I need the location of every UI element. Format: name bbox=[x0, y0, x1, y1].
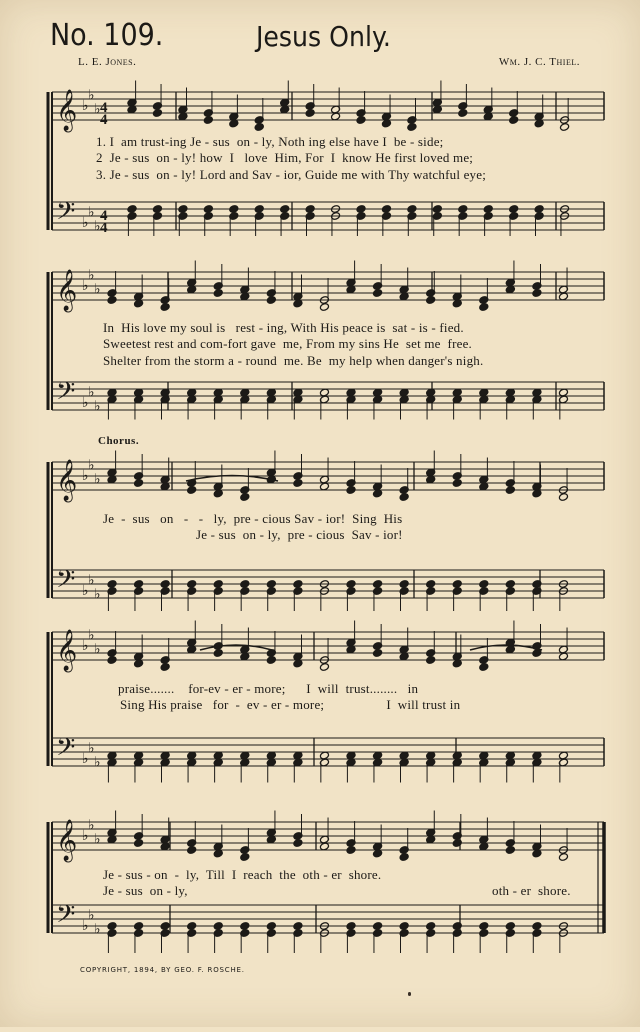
system-3-treble-note bbox=[187, 486, 197, 495]
system-3-bass-note bbox=[160, 580, 170, 589]
chorus-lyric-3-upper: Je - sus on - - ly, pre - cious Sav - ior! Sing His bbox=[103, 511, 403, 526]
chorus-lyric-5-upper: Je - sus - on - ly, Till I reach the oth - er shore. bbox=[103, 867, 382, 882]
system-3-treble-note bbox=[240, 493, 250, 502]
system-3-key-flat: ♭ bbox=[94, 471, 101, 488]
system-4-treble-note bbox=[426, 656, 436, 665]
system-3-treble-note bbox=[293, 479, 303, 488]
system-5-treble-note bbox=[240, 853, 250, 862]
system-5-bass-note bbox=[160, 922, 170, 931]
system-2-treble-note bbox=[532, 289, 542, 298]
lyricist-credit: L. E. Jones. bbox=[78, 56, 137, 68]
system-2-key-flat: ♭ bbox=[88, 267, 95, 284]
system-4-key-flat: ♭ bbox=[88, 740, 95, 757]
time-signature: 4 bbox=[100, 112, 108, 128]
system-1-bass-note bbox=[534, 205, 544, 214]
system-1-bass-note bbox=[407, 205, 417, 214]
system-4-key-flat: ♭ bbox=[88, 627, 95, 644]
system-1-treble-note bbox=[305, 109, 315, 118]
system-3-treble-note bbox=[558, 493, 568, 502]
time-signature: 4 bbox=[100, 100, 108, 116]
time-signature: 4 bbox=[100, 220, 108, 236]
system-1-bass-note bbox=[254, 205, 264, 214]
system-5-bass-note bbox=[187, 922, 197, 931]
system-5-bass-note bbox=[134, 922, 144, 931]
system-5-treble-note bbox=[399, 853, 409, 862]
composer-credit: Wm. J. C. Thiel. bbox=[498, 56, 580, 68]
system-5-treble-note bbox=[346, 846, 356, 855]
system-4-treble-note bbox=[213, 649, 223, 658]
system-1-treble-note bbox=[509, 116, 519, 125]
system-4-key-flat: ♭ bbox=[94, 641, 101, 658]
verse-2-line-1: 2 Je - sus on - ly! how I love Him, For I know He first loved me; bbox=[96, 150, 474, 165]
system-1-bass-note bbox=[432, 205, 442, 214]
system-3-key-flat: ♭ bbox=[88, 457, 95, 474]
system-3-bass-note bbox=[399, 580, 409, 589]
system-1-key-flat: ♭ bbox=[94, 218, 101, 235]
verse-3-line-1: 3. Je - sus on - ly! Lord and Sav - ior, Guide me with Thy watchful eye; bbox=[96, 167, 487, 182]
system-2-treble-note bbox=[107, 296, 117, 305]
system-3-bass-note bbox=[479, 580, 489, 589]
verse-1-line-2: In His love my soul is rest - ing, With His peace is sat - is - fied. bbox=[103, 320, 464, 335]
system-3-key-flat: ♭ bbox=[82, 583, 89, 599]
system-5-bass-note bbox=[240, 922, 250, 931]
system-4-treble-note bbox=[373, 649, 383, 658]
system-2-treble-note bbox=[373, 289, 383, 298]
system-5-treble-note bbox=[187, 846, 197, 855]
system-5-bass-note bbox=[479, 922, 489, 931]
system-1-bass-note bbox=[229, 205, 239, 214]
system-3-treble-note bbox=[452, 479, 462, 488]
system-3-treble-note bbox=[346, 486, 356, 495]
system-1-treble-note bbox=[203, 116, 213, 125]
system-3-treble-note bbox=[505, 486, 515, 495]
chorus-lyric-3-lower: Je - sus on - ly, pre - cious Sav - ior! bbox=[196, 527, 403, 542]
system-3-key-flat: ♭ bbox=[94, 586, 101, 603]
system-5-treble-note bbox=[293, 839, 303, 848]
system-1-bass-note bbox=[178, 205, 188, 214]
system-1-key-flat: ♭ bbox=[82, 215, 89, 231]
system-4-bass-clef: 𝄢 bbox=[56, 733, 76, 768]
system-2-treble-note bbox=[319, 303, 329, 312]
system-5-bass-note bbox=[346, 922, 356, 931]
system-2-treble-note bbox=[266, 296, 276, 305]
system-3-bass-note bbox=[346, 580, 356, 589]
system-3-bass-note bbox=[505, 580, 515, 589]
system-1-bass-clef: 𝄢 bbox=[56, 197, 76, 232]
system-1-key-flat: ♭ bbox=[88, 87, 95, 104]
system-2-key-flat: ♭ bbox=[82, 395, 89, 411]
system-2-key-flat: ♭ bbox=[82, 278, 89, 294]
system-3-treble-note bbox=[399, 493, 409, 502]
system-4-treble-note bbox=[266, 656, 276, 665]
chorus-lyric-5-lower-a: Je - sus on - ly, bbox=[103, 883, 188, 898]
hymn-title: Jesus Only. bbox=[256, 20, 391, 53]
system-5-bass-note bbox=[532, 922, 542, 931]
system-1-treble-note bbox=[356, 116, 366, 125]
verse-2-line-2: Sweetest rest and com-fort gave me, From my sins He set me free. bbox=[103, 336, 472, 351]
system-1-treble-clef: 𝄞 bbox=[56, 90, 78, 131]
chorus-lyric-4-lower: Sing His praise for - ev - er - more; I will trust in bbox=[120, 697, 461, 712]
system-3-bass-note bbox=[266, 580, 276, 589]
system-3-bass-note bbox=[107, 580, 117, 589]
system-2-treble-note bbox=[479, 303, 489, 312]
system-5-treble-note bbox=[505, 846, 515, 855]
system-4-treble-note bbox=[319, 663, 329, 672]
copyright-notice: COPYRIGHT, 1894, BY GEO. F. ROSCHE. bbox=[80, 966, 245, 974]
system-2-treble-note bbox=[426, 296, 436, 305]
system-5-bass-note bbox=[293, 922, 303, 931]
system-1-bass-note bbox=[381, 205, 391, 214]
system-1-treble-note bbox=[254, 123, 264, 132]
system-1-bass-note bbox=[152, 205, 162, 214]
system-2-bass-clef: 𝄢 bbox=[56, 377, 76, 412]
system-3-bass-clef: 𝄢 bbox=[56, 565, 76, 600]
system-5-bass-clef: 𝄢 bbox=[56, 900, 76, 935]
system-4-key-flat: ♭ bbox=[82, 638, 89, 654]
system-2-key-flat: ♭ bbox=[94, 398, 101, 415]
system-4-treble-note bbox=[107, 656, 117, 665]
system-1-bass-note bbox=[483, 205, 493, 214]
system-1-treble-note bbox=[458, 109, 468, 118]
system-5-bass-note bbox=[107, 922, 117, 931]
system-5-bass-note bbox=[373, 922, 383, 931]
system-5-treble-note bbox=[452, 839, 462, 848]
system-3-bass-note bbox=[426, 580, 436, 589]
system-4-key-flat: ♭ bbox=[82, 751, 89, 767]
time-signature: 4 bbox=[100, 208, 108, 224]
chorus-lyric-5-lower-b: oth - er shore. bbox=[492, 883, 571, 898]
system-4-treble-clef: 𝄞 bbox=[56, 630, 78, 671]
system-4-treble-note bbox=[160, 663, 170, 672]
system-5-bass-note bbox=[426, 922, 436, 931]
system-5-bass-note bbox=[505, 922, 515, 931]
system-5-key-flat: ♭ bbox=[82, 918, 89, 934]
page-speck bbox=[408, 992, 411, 996]
system-1-bass-note bbox=[356, 205, 366, 214]
system-5-treble-note bbox=[134, 839, 144, 848]
verse-1-line-1: 1. I am trust-ing Je - sus on - ly, Noth ing else have I be - side; bbox=[96, 134, 444, 149]
system-1-bass-note bbox=[509, 205, 519, 214]
system-1-treble-note bbox=[407, 123, 417, 132]
system-3-bass-note bbox=[134, 580, 144, 589]
system-3-bass-note bbox=[452, 580, 462, 589]
system-4-treble-note bbox=[479, 663, 489, 672]
system-3-key-flat: ♭ bbox=[82, 468, 89, 484]
system-5-bass-note bbox=[452, 922, 462, 931]
system-1-key-flat: ♭ bbox=[82, 98, 89, 114]
system-5-treble-clef: 𝄞 bbox=[56, 820, 78, 861]
system-1-treble-note bbox=[152, 109, 162, 118]
system-1-bass-note bbox=[280, 205, 290, 214]
system-3-bass-note bbox=[293, 580, 303, 589]
system-5-key-flat: ♭ bbox=[94, 921, 101, 938]
system-5-key-flat: ♭ bbox=[82, 828, 89, 844]
system-4-key-flat: ♭ bbox=[94, 754, 101, 771]
system-5-bass-note bbox=[399, 922, 409, 931]
system-1-bass-note bbox=[458, 205, 468, 214]
system-3-bass-note bbox=[240, 580, 250, 589]
system-1-bass-note bbox=[127, 205, 137, 214]
system-1-bass-note bbox=[203, 205, 213, 214]
system-5-key-flat: ♭ bbox=[94, 831, 101, 848]
chorus-lyric-4-upper: praise....... for-ev - er - more; I will trust........ in bbox=[118, 681, 419, 696]
system-1-treble-note bbox=[560, 123, 570, 132]
system-3-bass-note bbox=[187, 580, 197, 589]
system-5-bass-note bbox=[213, 922, 223, 931]
system-3-key-flat: ♭ bbox=[88, 572, 95, 589]
system-5-key-flat: ♭ bbox=[88, 907, 95, 924]
system-2-treble-note bbox=[213, 289, 223, 298]
system-1-bass-note bbox=[305, 205, 315, 214]
system-2-treble-note bbox=[160, 303, 170, 312]
system-2-key-flat: ♭ bbox=[88, 384, 95, 401]
system-3-treble-note bbox=[134, 479, 144, 488]
system-5-key-flat: ♭ bbox=[88, 817, 95, 834]
system-2-treble-clef: 𝄞 bbox=[56, 270, 78, 311]
system-1-key-flat: ♭ bbox=[94, 101, 101, 118]
verse-3-line-2: Shelter from the storm a - round me. Be my help when danger's nigh. bbox=[103, 353, 484, 368]
system-3-bass-note bbox=[373, 580, 383, 589]
system-2-key-flat: ♭ bbox=[94, 281, 101, 298]
hymn-number: No. 109. bbox=[50, 18, 164, 53]
chorus-label: Chorus. bbox=[98, 435, 140, 447]
system-5-treble-note bbox=[558, 853, 568, 862]
system-5-bass-note bbox=[266, 922, 276, 931]
system-3-bass-note bbox=[213, 580, 223, 589]
system-3-treble-clef: 𝄞 bbox=[56, 460, 78, 501]
system-1-key-flat: ♭ bbox=[88, 204, 95, 221]
